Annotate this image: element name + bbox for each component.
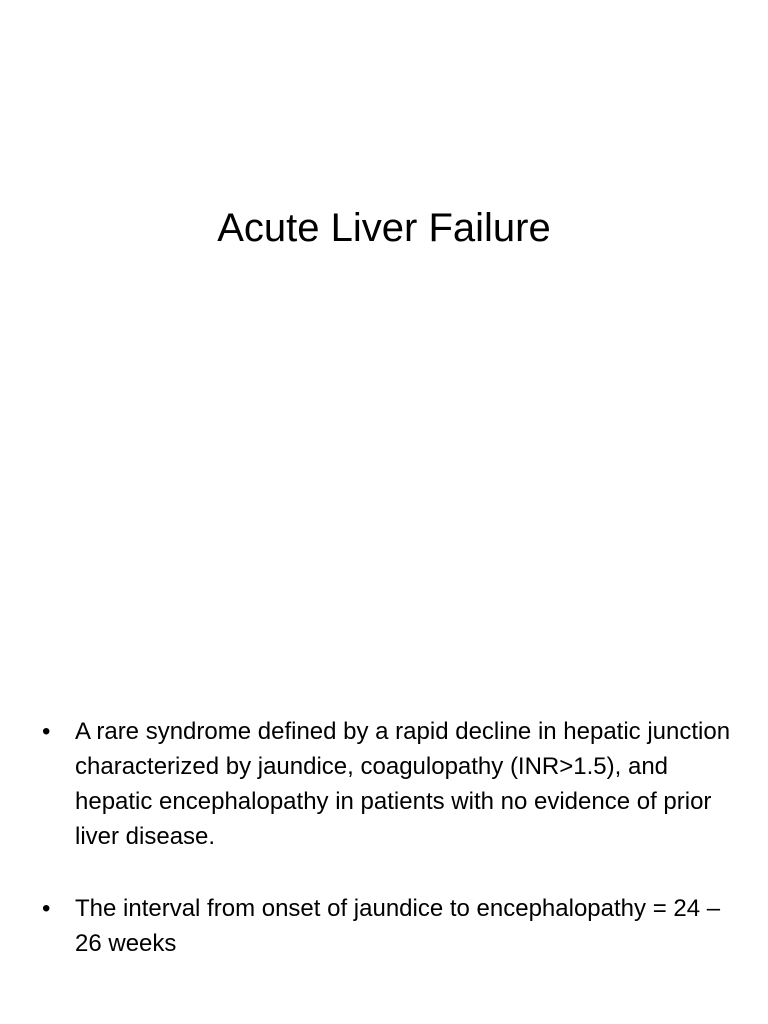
bullet-item <box>42 714 742 854</box>
slide-title: Acute Liver Failure <box>217 206 551 250</box>
bullet-marker-icon: • <box>42 718 51 745</box>
bullet-marker-icon: • <box>42 895 51 922</box>
bullet-list <box>42 714 742 998</box>
bullet-text: The interval from onset of jaundice to encephalopathy = 24 – 26 weeks <box>75 895 721 957</box>
bullet-text: A rare syndrome defined by a rapid decline in hepatic junction characterized by jaundice, coagulopathy (INR>1.5), and hepatic encephalopathy in patients with no evidence of prior liver disease. <box>75 718 731 850</box>
bullet-item <box>42 891 742 961</box>
